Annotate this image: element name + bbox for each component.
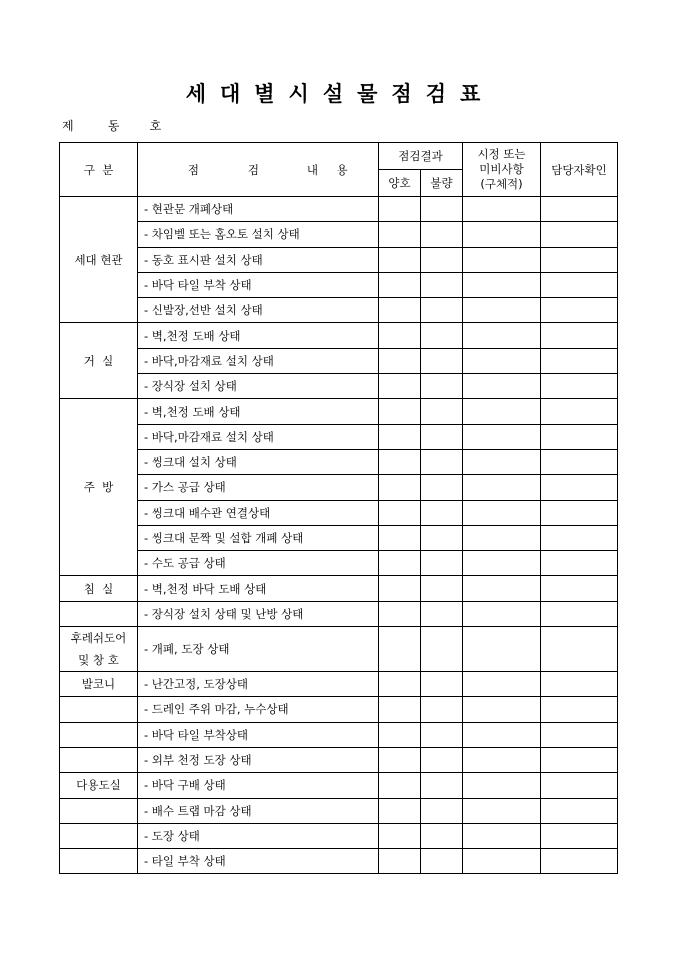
good-cell[interactable] <box>379 576 421 601</box>
bad-cell[interactable] <box>421 475 463 500</box>
category-cell <box>60 849 138 874</box>
remedy-cell[interactable] <box>463 247 541 272</box>
category-label: 및 창 호 <box>78 653 119 668</box>
inspection-item: - 신발장,선반 설치 상태 <box>138 298 379 323</box>
category-label: 세대 현관 <box>74 252 123 267</box>
unit-label-je: 제 <box>62 119 74 133</box>
remedy-cell[interactable] <box>463 500 541 525</box>
inspection-item: - 차임벨 또는 홈오토 설치 상태 <box>138 222 379 247</box>
inspection-item: - 씽크대 문짝 및 설합 개폐 상태 <box>138 525 379 550</box>
bad-cell[interactable] <box>421 525 463 550</box>
remedy-cell[interactable] <box>463 849 541 874</box>
remedy-cell[interactable] <box>463 773 541 798</box>
remedy-cell[interactable] <box>463 551 541 576</box>
table-row <box>60 323 618 348</box>
table-row <box>60 197 618 222</box>
table-row <box>60 773 618 798</box>
good-cell[interactable] <box>379 399 421 424</box>
remedy-cell[interactable] <box>463 272 541 297</box>
good-cell[interactable] <box>379 697 421 722</box>
inspection-item: - 현관문 개폐상태 <box>138 197 379 222</box>
table-row <box>60 500 618 525</box>
inspection-item: - 도장 상태 <box>138 823 379 848</box>
good-cell[interactable] <box>379 449 421 474</box>
remedy-cell[interactable] <box>463 399 541 424</box>
good-cell[interactable] <box>379 247 421 272</box>
header-result: 점검결과 <box>379 143 463 170</box>
header-confirm: 담당자확인 <box>541 143 618 197</box>
table-row <box>60 823 618 848</box>
category-label: 후레쉬도어 <box>70 631 127 646</box>
remedy-cell[interactable] <box>463 747 541 772</box>
inspection-item: - 수도 공급 상태 <box>138 551 379 576</box>
category-cell <box>60 197 138 323</box>
confirm-cell[interactable] <box>541 823 618 848</box>
bad-cell[interactable] <box>421 627 463 672</box>
inspection-item: - 씽크대 배수관 연결상태 <box>138 500 379 525</box>
table-row <box>60 424 618 449</box>
category-cell <box>60 576 138 601</box>
inspection-item: - 장식장 설치 상태 <box>138 374 379 399</box>
inspection-item: - 장식장 설치 상태 및 난방 상태 <box>138 601 379 626</box>
confirm-cell[interactable] <box>541 449 618 474</box>
confirm-cell[interactable] <box>541 627 618 672</box>
bad-cell[interactable] <box>421 348 463 373</box>
remedy-cell[interactable] <box>463 323 541 348</box>
table-row <box>60 601 618 626</box>
inspection-item: - 바닥 타일 부착 상태 <box>138 272 379 297</box>
inspection-item: - 바닥,마감재료 설치 상태 <box>138 424 379 449</box>
good-cell[interactable] <box>379 475 421 500</box>
bad-cell[interactable] <box>421 449 463 474</box>
bad-cell[interactable] <box>421 601 463 626</box>
inspection-table <box>59 142 618 874</box>
remedy-cell[interactable] <box>463 374 541 399</box>
bad-cell[interactable] <box>421 298 463 323</box>
category-cell <box>60 697 138 722</box>
table-row <box>60 576 618 601</box>
good-cell[interactable] <box>379 773 421 798</box>
remedy-cell[interactable] <box>463 697 541 722</box>
category-cell <box>60 722 138 747</box>
good-cell[interactable] <box>379 601 421 626</box>
inspection-item: - 동호 표시판 설치 상태 <box>138 247 379 272</box>
remedy-cell[interactable] <box>463 823 541 848</box>
good-cell[interactable] <box>379 823 421 848</box>
good-cell[interactable] <box>379 672 421 697</box>
remedy-cell[interactable] <box>463 601 541 626</box>
table-row <box>60 399 618 424</box>
category-cell <box>60 798 138 823</box>
remedy-cell[interactable] <box>463 798 541 823</box>
category-cell <box>60 747 138 772</box>
remedy-cell[interactable] <box>463 222 541 247</box>
good-cell[interactable] <box>379 374 421 399</box>
confirm-cell[interactable] <box>541 323 618 348</box>
bad-cell[interactable] <box>421 500 463 525</box>
category-cell <box>60 672 138 697</box>
bad-cell[interactable] <box>421 399 463 424</box>
remedy-cell[interactable] <box>463 298 541 323</box>
confirm-cell[interactable] <box>541 348 618 373</box>
confirm-cell[interactable] <box>541 222 618 247</box>
bad-cell[interactable] <box>421 323 463 348</box>
remedy-cell[interactable] <box>463 449 541 474</box>
table-row <box>60 272 618 297</box>
table-row <box>60 672 618 697</box>
good-cell[interactable] <box>379 627 421 672</box>
confirm-cell[interactable] <box>541 247 618 272</box>
confirm-cell[interactable] <box>541 722 618 747</box>
bad-cell[interactable] <box>421 272 463 297</box>
inspection-item: - 개폐, 도장 상태 <box>138 627 379 672</box>
bad-cell[interactable] <box>421 551 463 576</box>
category-label: 주 방 <box>83 480 114 495</box>
remedy-cell[interactable] <box>463 722 541 747</box>
table-row <box>60 298 618 323</box>
inspection-item: - 외부 천정 도장 상태 <box>138 747 379 772</box>
table-row <box>60 222 618 247</box>
confirm-cell[interactable] <box>541 424 618 449</box>
inspection-item: - 타일 부착 상태 <box>138 849 379 874</box>
table-body <box>60 197 618 874</box>
category-label: 발코니 <box>81 677 116 692</box>
good-cell[interactable] <box>379 298 421 323</box>
good-cell[interactable] <box>379 348 421 373</box>
confirm-cell[interactable] <box>541 576 618 601</box>
good-cell[interactable] <box>379 500 421 525</box>
inspection-item: - 배수 트랩 마감 상태 <box>138 798 379 823</box>
confirm-cell[interactable] <box>541 399 618 424</box>
table-row <box>60 525 618 550</box>
good-cell[interactable] <box>379 272 421 297</box>
table-row <box>60 627 618 672</box>
good-cell[interactable] <box>379 722 421 747</box>
good-cell[interactable] <box>379 747 421 772</box>
unit-label-dong: 동 <box>107 119 120 133</box>
good-cell[interactable] <box>379 197 421 222</box>
good-cell[interactable] <box>379 798 421 823</box>
bad-cell[interactable] <box>421 672 463 697</box>
category-label: 거 실 <box>83 353 114 368</box>
header-bad: 불량 <box>421 170 463 197</box>
inspection-item: - 벽,천정 도배 상태 <box>138 399 379 424</box>
bad-cell[interactable] <box>421 849 463 874</box>
header-category: 구 분 <box>60 143 138 197</box>
confirm-cell[interactable] <box>541 849 618 874</box>
category-cell <box>60 627 138 672</box>
bad-cell[interactable] <box>421 773 463 798</box>
confirm-cell[interactable] <box>541 197 618 222</box>
bad-cell[interactable] <box>421 747 463 772</box>
table-row <box>60 348 618 373</box>
good-cell[interactable] <box>379 424 421 449</box>
inspection-item: - 벽,천정 도배 상태 <box>138 323 379 348</box>
good-cell[interactable] <box>379 323 421 348</box>
confirm-cell[interactable] <box>541 298 618 323</box>
category-cell <box>60 601 138 626</box>
category-label: 침 실 <box>83 581 114 596</box>
inspection-item: - 가스 공급 상태 <box>138 475 379 500</box>
table-row <box>60 798 618 823</box>
confirm-cell[interactable] <box>541 475 618 500</box>
remedy-cell[interactable] <box>463 627 541 672</box>
confirm-cell[interactable] <box>541 601 618 626</box>
unit-line <box>62 117 161 134</box>
confirm-cell[interactable] <box>541 697 618 722</box>
header-content: 점 검 내 용 <box>138 143 379 197</box>
bad-cell[interactable] <box>421 798 463 823</box>
bad-cell[interactable] <box>421 374 463 399</box>
category-cell <box>60 323 138 399</box>
table-row <box>60 247 618 272</box>
table-row <box>60 475 618 500</box>
bad-cell[interactable] <box>421 247 463 272</box>
inspection-item: - 드레인 주위 마감, 누수상태 <box>138 697 379 722</box>
good-cell[interactable] <box>379 525 421 550</box>
good-cell[interactable] <box>379 551 421 576</box>
inspection-item: - 벽,천정 바닥 도배 상태 <box>138 576 379 601</box>
inspection-item: - 난간고정, 도장상태 <box>138 672 379 697</box>
table-row <box>60 551 618 576</box>
confirm-cell[interactable] <box>541 525 618 550</box>
unit-label-ho: 호 <box>149 119 162 133</box>
page-title: 세대별시설물점검표 <box>185 81 495 106</box>
good-cell[interactable] <box>379 222 421 247</box>
category-cell <box>60 399 138 576</box>
table-row <box>60 374 618 399</box>
confirm-cell[interactable] <box>541 500 618 525</box>
bad-cell[interactable] <box>421 697 463 722</box>
inspection-item: - 씽크대 설치 상태 <box>138 449 379 474</box>
confirm-cell[interactable] <box>541 798 618 823</box>
header-remedy: 시정 또는 미비사항 (구체적) <box>463 143 541 197</box>
bad-cell[interactable] <box>421 222 463 247</box>
category-label: 다용도실 <box>76 778 121 793</box>
remedy-cell[interactable] <box>463 197 541 222</box>
category-cell <box>60 773 138 798</box>
confirm-cell[interactable] <box>541 672 618 697</box>
confirm-cell[interactable] <box>541 747 618 772</box>
confirm-cell[interactable] <box>541 773 618 798</box>
table-row <box>60 449 618 474</box>
table-row <box>60 747 618 772</box>
remedy-cell[interactable] <box>463 348 541 373</box>
bad-cell[interactable] <box>421 823 463 848</box>
header-good: 양호 <box>379 170 421 197</box>
remedy-cell[interactable] <box>463 475 541 500</box>
confirm-cell[interactable] <box>541 374 618 399</box>
inspection-item: - 바닥 타일 부착상태 <box>138 722 379 747</box>
bad-cell[interactable] <box>421 197 463 222</box>
remedy-cell[interactable] <box>463 576 541 601</box>
table-row <box>60 849 618 874</box>
bad-cell[interactable] <box>421 424 463 449</box>
bad-cell[interactable] <box>421 576 463 601</box>
table-row <box>60 697 618 722</box>
confirm-cell[interactable] <box>541 551 618 576</box>
inspection-item: - 바닥 구배 상태 <box>138 773 379 798</box>
category-cell <box>60 823 138 848</box>
remedy-cell[interactable] <box>463 672 541 697</box>
confirm-cell[interactable] <box>541 272 618 297</box>
bad-cell[interactable] <box>421 722 463 747</box>
good-cell[interactable] <box>379 849 421 874</box>
remedy-cell[interactable] <box>463 525 541 550</box>
table-row <box>60 722 618 747</box>
inspection-item: - 바닥,마감재료 설치 상태 <box>138 348 379 373</box>
remedy-cell[interactable] <box>463 424 541 449</box>
